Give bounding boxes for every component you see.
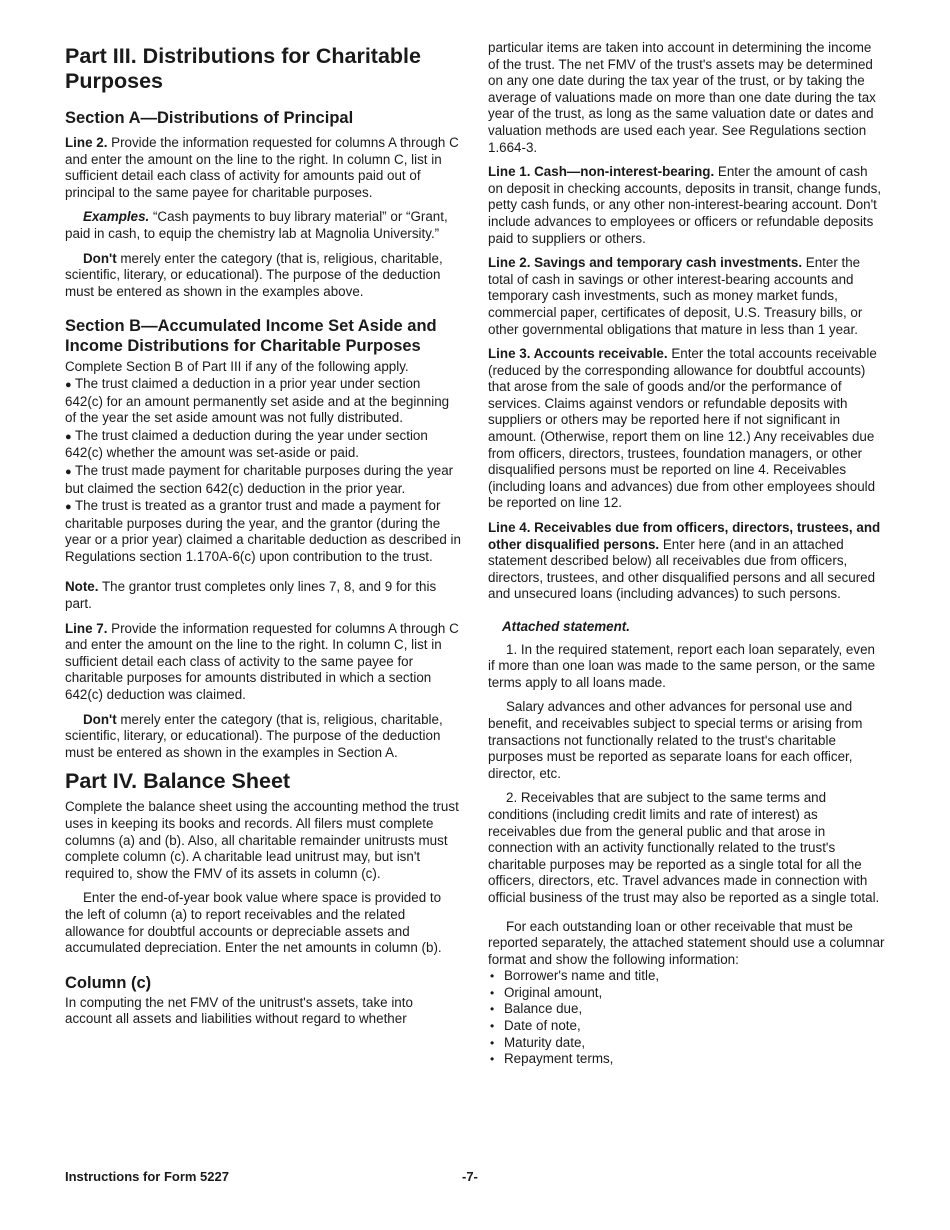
line4-lead: Line 4. Receivables due from officers, directors, trustees, and other disqualified persons.	[488, 520, 881, 552]
line4-text: Enter here (and in an attached statement described below) all receivables due from officers, directors, trustees, and other disqualified persons and all secured and unsecured loans (including advances) to such persons.	[488, 536, 876, 602]
section-b-bullets	[65, 376, 462, 566]
dont-paragraph-1	[65, 251, 462, 301]
bullet-icon: ●	[65, 465, 72, 478]
line2-lead: Line 2.	[65, 135, 108, 150]
line4-paragraph	[488, 520, 885, 603]
dont-lead-1: Don't	[83, 250, 117, 266]
footer-page-number: -7-	[462, 1169, 478, 1184]
line3-lead: Line 3. Accounts receivable.	[488, 346, 668, 362]
examples-paragraph	[65, 209, 462, 242]
right-column	[488, 40, 885, 1068]
section-b-bullet: ● The trust claimed a deduction during the year under section 642(c) whether the amount was set-aside or paid.	[65, 427, 428, 461]
part4-title: Part IV. Balance Sheet	[65, 769, 291, 794]
note-text: The grantor trust completes only lines 7, 8, and 9 for this part.	[65, 579, 437, 612]
dont-lead-2: Don't	[83, 711, 117, 727]
bullet-icon: ●	[65, 430, 72, 443]
attached-paragraph-3: 2. Receivables that are subject to the same terms and conditions (including credit limits and rate of interest) as receivables due from the general public and that arose in connection with an activity functionally related to the trust's charitable purposes may be reported as a single total for all the officers, directors, etc. Travel advances made in connection with official business of the trust may also be reported as a single total.	[488, 790, 880, 905]
line1-lead: Line 1. Cash—non-interest-bearing.	[488, 164, 715, 180]
continued-paragraph: particular items are taken into account in determining the income of the trust. The net FMV of the trust's assets may be determined on any one date during the tax year of the trust, or by taking the average of valuations made on more than one date during the tax year of the trust, as long as the same valuation date or dates and valuation methods are used each year. See Regulations section 1.664-3.	[488, 40, 876, 155]
bullet-icon: ●	[65, 378, 72, 391]
list-item: • Maturity date,	[488, 1035, 885, 1052]
section-b-intro: Complete Section B of Part III if any of the following apply.	[65, 359, 409, 375]
part4-paragraph-2: Enter the end-of-year book value where space is provided to the left of column (a) to report receivables and the related allowance for doubtful accounts or depreciable assets and accumulated depreciation. Enter the net amounts in column (b).	[65, 890, 442, 956]
bullet-icon: ●	[65, 501, 72, 514]
dont-text-1: merely enter the category (that is, religious, charitable, scientific, literary, or educational). The purpose of the deduction must be entered as shown in the examples above.	[65, 250, 443, 299]
attached-paragraph-4: For each outstanding loan or other receivable that must be reported separately, the attached statement should use a columnar format and show the following information:	[488, 918, 885, 967]
section-b-bullet: ● The trust is treated as a grantor trust and made a payment for charitable purposes during the year, and the grantor (during the year or a prior year) claimed a charitable deduction as described in Regulations section 1.170A-6(c) upon contribution to the trust.	[65, 498, 461, 564]
line2-savings-text: Enter the total of cash in savings or other interest-bearing accounts and temporary cash investments, such as money market funds, commercial paper, certificates of deposit, U.S. Treasury bills, or other governmental obligations that mature in less than 1 year.	[488, 255, 863, 337]
examples-text: “Cash payments to buy library material” or “Grant, paid in cash, to equip the chemistry lab at Magnolia University.”	[65, 209, 448, 241]
line2-text: Provide the information requested for columns A through C and enter the amount on the line to the right. In column C, list in sufficient detail each class of activity for amounts paid out of principal to the same payee for charitable purposes.	[65, 135, 459, 200]
section-b-title: Section B—Accumulated Income Set Aside and Income Distributions for Charitable Purposes	[65, 317, 437, 356]
attached-statement-title: Attached statement.	[502, 619, 630, 634]
line3-text: Enter the total accounts receivable (reduced by the corresponding allowance for doubtful accounts) that arose from the sale of goods and/or the performance of services. Claims against vendors or refundable deposits with suppliers or others may be reported here if not significant in amount. (Otherwise, report them on line 12.) Any receivables due from officers, directors, trustees, foundation managers, or other disqualified persons must be reported on line 4. Receivables (including loans and advances) due from other employees should be reported on line 12.	[488, 346, 877, 511]
line7-paragraph	[65, 621, 462, 704]
part4-paragraph-1: Complete the balance sheet using the accounting method the trust uses in keeping its books and records. All filers must complete columns (a) and (b). Also, all charitable remainder unitrusts must complete column (c). A charitable lead unitrust may, but isn't required to, show the FMV of its assets in column (c).	[65, 799, 459, 881]
dont-paragraph-2	[65, 712, 462, 762]
section-b-bullet: ● The trust made payment for charitable purposes during the year but claimed the section 642(c) deduction in the prior year.	[65, 462, 454, 496]
note-paragraph	[65, 579, 462, 612]
attached-paragraph-1: 1. In the required statement, report each loan separately, even if more than one loan was made to the same person, or the same terms apply to all loans made.	[488, 641, 876, 690]
line7-text: Provide the information requested for columns A through C and enter the amount on the line to the right. In column C, list in sufficient detail each class of activity to the same payee for charitable purposes for amounts distributed in which a section 642(c) deduction was claimed.	[65, 620, 459, 703]
column-c-text: In computing the net FMV of the unitrust's assets, take into account all assets and liabilities without regard to whether	[65, 994, 413, 1027]
line2-savings-lead: Line 2. Savings and temporary cash investments.	[488, 255, 803, 271]
line2-savings-paragraph	[488, 255, 885, 338]
info-list	[488, 968, 885, 1068]
list-item: • Balance due,	[488, 1001, 885, 1018]
line3-paragraph	[488, 346, 885, 512]
part3-title: Part III. Distributions for Charitable Purposes	[65, 44, 421, 93]
list-item: • Borrower's name and title,	[488, 968, 885, 985]
list-item: • Original amount,	[488, 985, 885, 1002]
left-column	[65, 40, 462, 1036]
note-lead: Note.	[65, 579, 99, 595]
section-a-title: Section A—Distributions of Principal	[65, 109, 354, 127]
line7-lead: Line 7.	[65, 620, 108, 636]
line2-paragraph	[65, 135, 462, 201]
list-item: • Date of note,	[488, 1018, 885, 1035]
list-item: • Repayment terms,	[488, 1051, 885, 1068]
column-c-title: Column (c)	[65, 973, 152, 992]
line1-text: Enter the amount of cash on deposit in checking accounts, deposits in transit, change funds, petty cash funds, or any other non-interest-bearing account. Don't include advances to employees or officers or refundable deposits paid to suppliers or others.	[488, 164, 882, 246]
footer-form-label: Instructions for Form 5227	[65, 1169, 229, 1184]
line1-paragraph	[488, 164, 885, 247]
attached-paragraph-2: Salary advances and other advances for personal use and benefit, and receivables subject to special terms or arising from transactions not functionally related to the trust's charitable purposes must be reported as separate loans for each officer, director, etc.	[488, 699, 863, 781]
examples-lead: Examples.	[83, 209, 150, 225]
dont-text-2: merely enter the category (that is, religious, charitable, scientific, literary, or educational). The purpose of the deduction must be entered as shown in the examples in Section A.	[65, 711, 443, 760]
section-b-bullet: ● The trust claimed a deduction in a prior year under section 642(c) for an amount permanently set aside and at the beginning of the year the set aside amount was not fully distributed.	[65, 375, 450, 426]
